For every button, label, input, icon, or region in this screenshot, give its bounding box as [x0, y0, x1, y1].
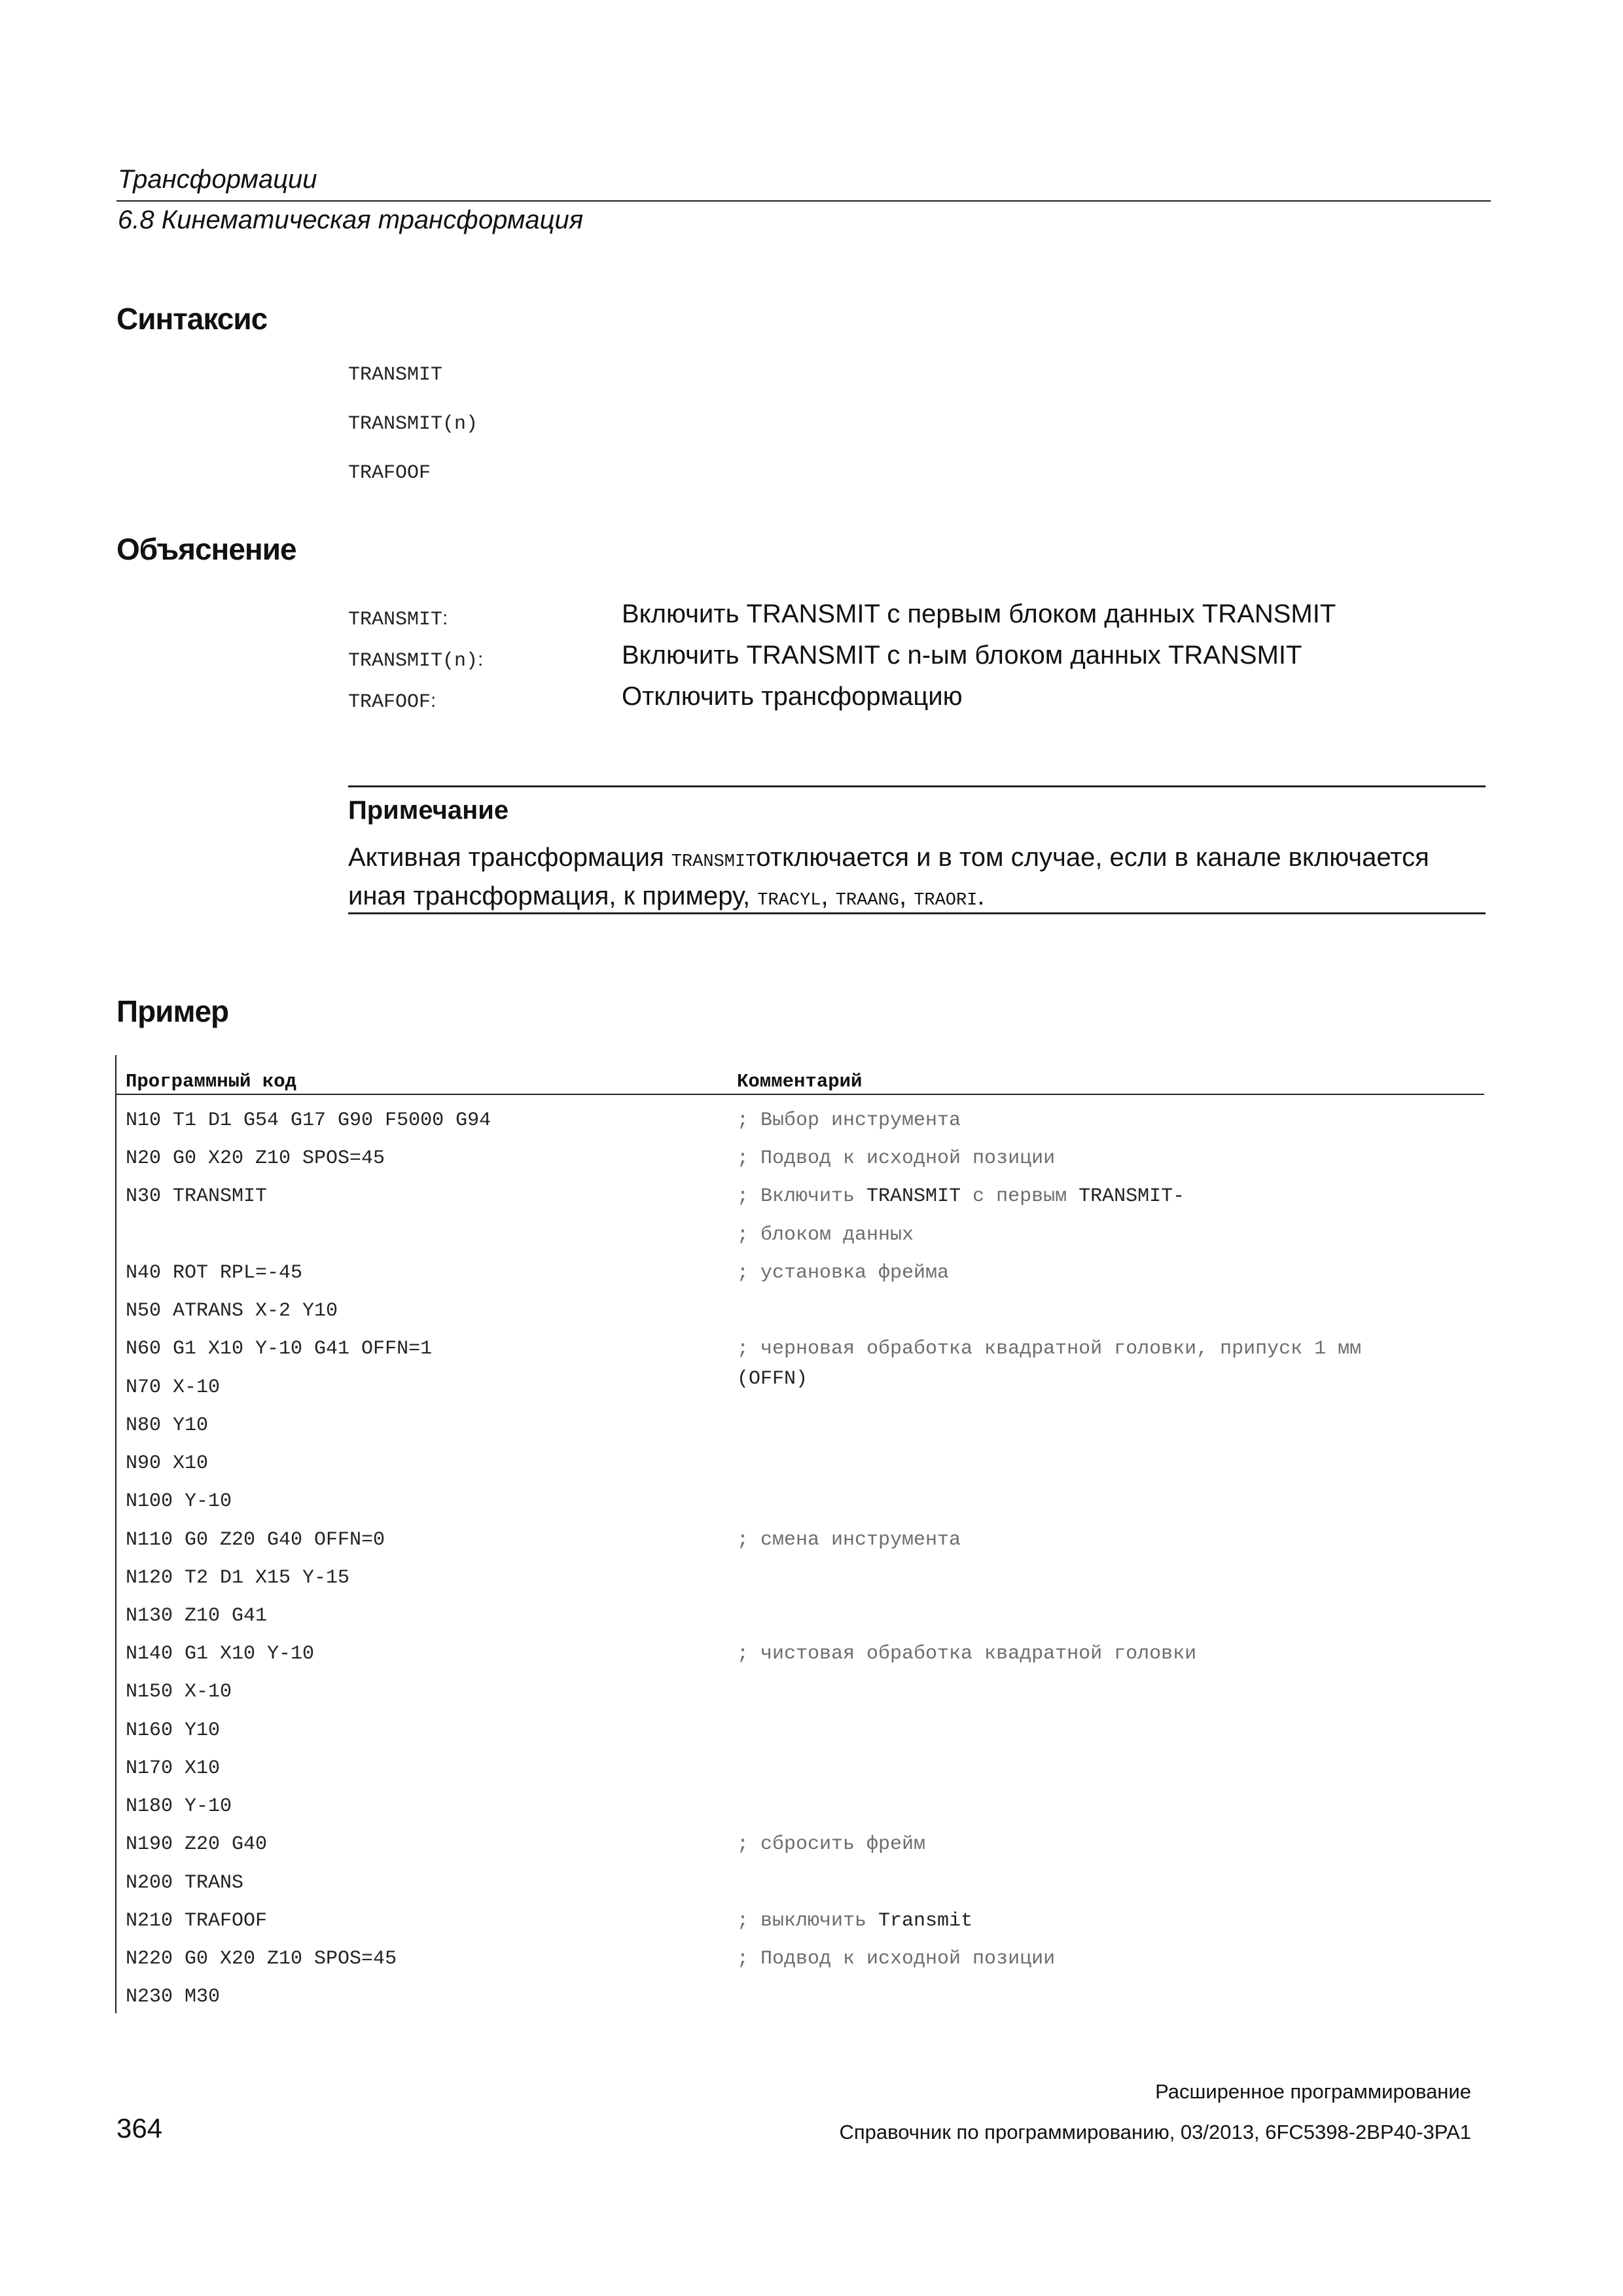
header-section: 6.8 Кинематическая трансформация — [118, 206, 584, 234]
note-title: Примечание — [348, 796, 509, 825]
explanation-term: TRANSMIT(n): — [348, 649, 484, 672]
code-line: N10 T1 D1 G54 G17 G90 F5000 G94 — [126, 1109, 491, 1132]
code-line: N210 TRAFOOF — [126, 1910, 268, 1932]
footer-book-title: Расширенное программирование — [1155, 2080, 1471, 2103]
code-line: N60 G1 X10 Y-10 G41 OFFN=1 — [126, 1338, 433, 1360]
code-comment: ; черновая обработка квадратной головки, припуск 1 мм — [737, 1338, 1362, 1360]
syntax-line: TRANSMIT(n) — [348, 413, 478, 435]
code-line: N190 Z20 G40 — [126, 1833, 268, 1856]
explanation-desc: Отключить трансформацию — [622, 682, 963, 711]
page-number: 364 — [116, 2113, 163, 2144]
code-line: N100 Y-10 — [126, 1490, 232, 1513]
code-line: N120 T2 D1 X15 Y-15 — [126, 1567, 350, 1589]
code-comment: ; сбросить фрейм — [737, 1833, 926, 1856]
code-line: N30 TRANSMIT — [126, 1185, 268, 1208]
code-table-left-border — [115, 1055, 116, 2013]
code-line: N80 Y10 — [126, 1414, 209, 1437]
code-column-header: Программный код — [126, 1071, 297, 1092]
code-table-header-rule — [116, 1094, 1484, 1095]
code-line: N50 ATRANS X-2 Y10 — [126, 1300, 338, 1322]
note-text: Активная трансформация TRANSMITотключается и в том случае, если в канале включается иная трансформация, к примеру, TRACYL, TRAANG, TRAORI. — [348, 843, 1429, 910]
note-bottom-rule — [348, 912, 1486, 914]
code-comment: ; выключить Transmit — [737, 1910, 973, 1932]
code-comment: ; установка фрейма — [737, 1262, 950, 1284]
example-title: Пример — [116, 994, 229, 1028]
code-comment: ; Подвод к исходной позиции — [737, 1147, 1056, 1170]
code-comment: ; чистовая обработка квадратной головки — [737, 1643, 1197, 1665]
code-line: N180 Y-10 — [126, 1795, 232, 1818]
code-line: N160 Y10 — [126, 1719, 221, 1742]
code-line: N220 G0 X20 Z10 SPOS=45 — [126, 1948, 397, 1970]
code-comment: ; Выбор инструмента — [737, 1109, 961, 1132]
footer-reference: Справочник по программированию, 03/2013, 6FC5398-2BP40-3PA1 — [839, 2121, 1471, 2144]
code-line: N40 ROT RPL=-45 — [126, 1262, 303, 1284]
explanation-desc: Включить TRANSMIT с первым блоком данных TRANSMIT — [622, 600, 1336, 628]
code-line: N70 X-10 — [126, 1376, 221, 1399]
code-line: N110 G0 Z20 G40 OFFN=0 — [126, 1529, 385, 1551]
comment-column-header: Комментарий — [737, 1071, 863, 1092]
code-line: N170 X10 — [126, 1757, 221, 1780]
header-rule — [116, 200, 1491, 202]
code-comment: ; Включить TRANSMIT с первым TRANSMIT- — [737, 1185, 1185, 1208]
note-top-rule — [348, 785, 1486, 787]
code-line: N130 Z10 G41 — [126, 1605, 268, 1627]
explanation-desc: Включить TRANSMIT с n-ым блоком данных TRANSMIT — [622, 641, 1302, 670]
code-comment: ; блоком данных — [737, 1224, 914, 1246]
code-comment: ; Подвод к исходной позиции — [737, 1948, 1056, 1970]
syntax-line: TRAFOOF — [348, 462, 431, 484]
code-comment: ; смена инструмента — [737, 1529, 961, 1551]
explanation-term: TRANSMIT: — [348, 607, 448, 631]
explanation-title: Объяснение — [116, 532, 296, 566]
syntax-line: TRANSMIT — [348, 364, 443, 386]
code-line: N200 TRANS — [126, 1872, 244, 1894]
syntax-title: Синтаксис — [116, 302, 268, 336]
code-line: N150 X-10 — [126, 1681, 232, 1703]
header-chapter: Трансформации — [118, 165, 317, 194]
explanation-term: TRAFOOF: — [348, 690, 437, 713]
code-line: N230 M30 — [126, 1986, 221, 2008]
code-comment: (OFFN) — [737, 1368, 808, 1390]
code-line: N140 G1 X10 Y-10 — [126, 1643, 315, 1665]
code-line: N20 G0 X20 Z10 SPOS=45 — [126, 1147, 385, 1170]
code-line: N90 X10 — [126, 1452, 209, 1475]
